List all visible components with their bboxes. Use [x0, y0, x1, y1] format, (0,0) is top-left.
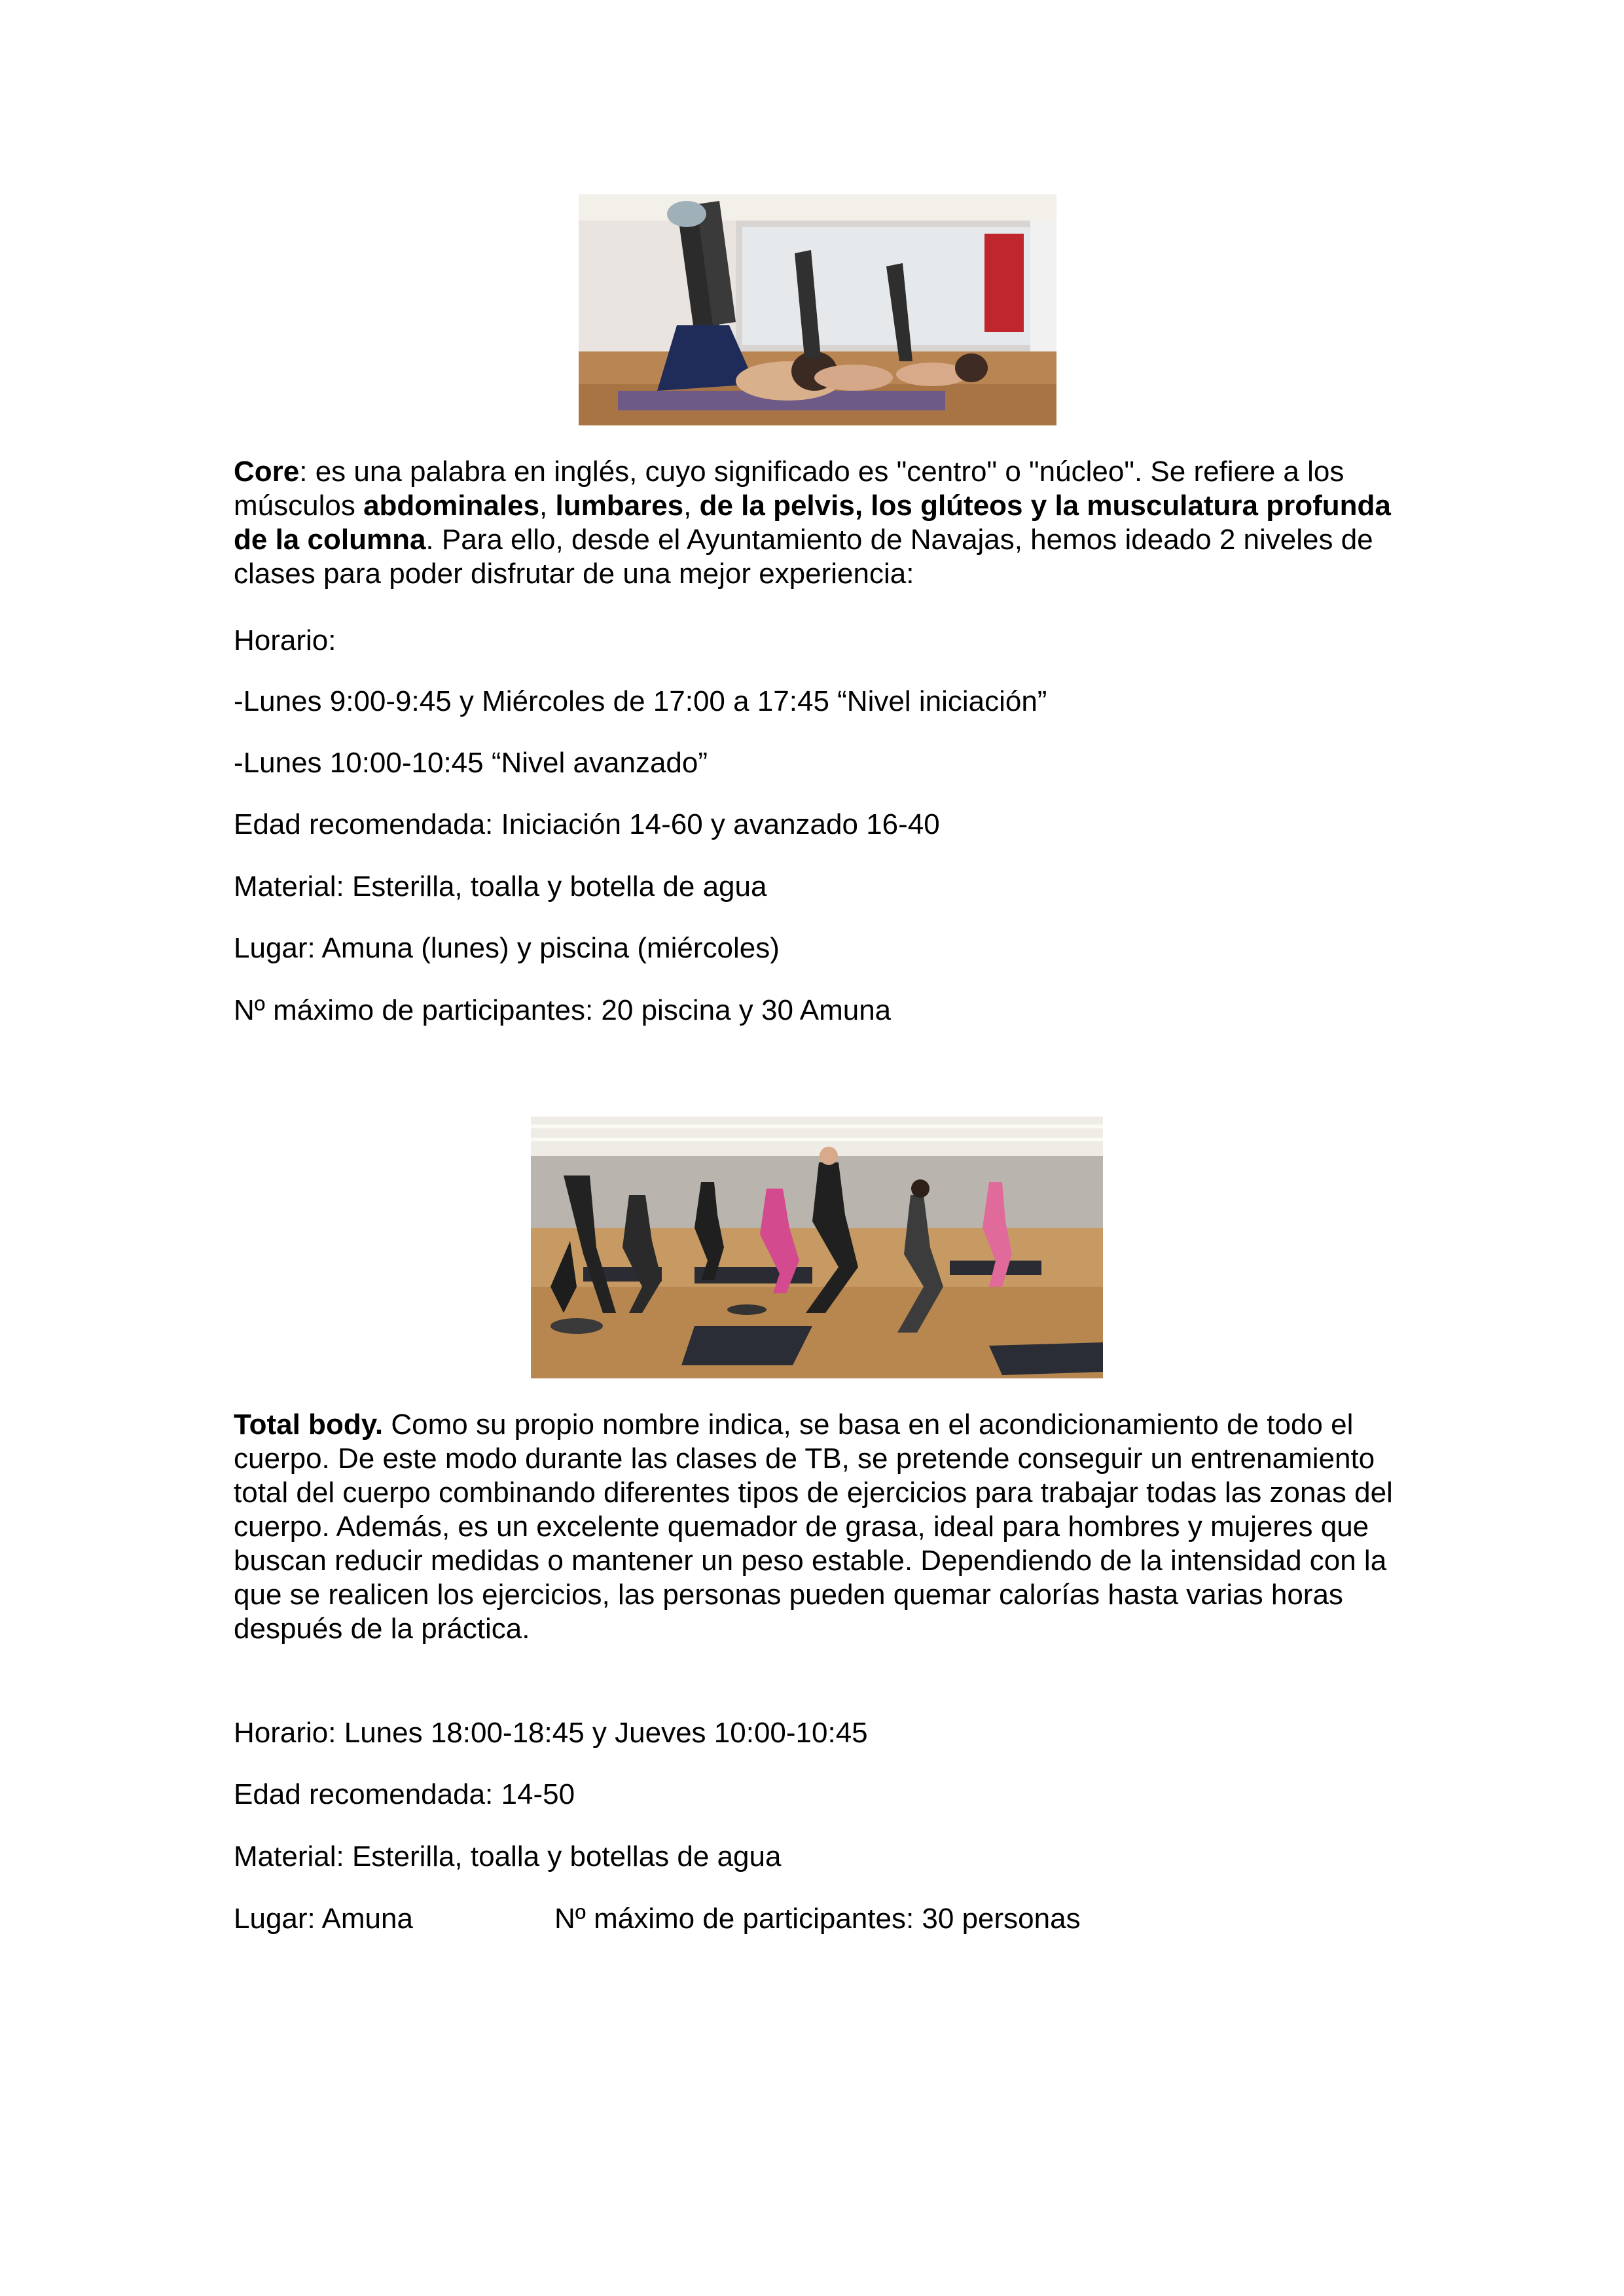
total-body-edad-recomendada: Edad recomendada: 14-50	[234, 1778, 575, 1810]
total-body-lugar: Lugar: Amuna	[234, 1903, 413, 1935]
core-schedule-iniciacion: -Lunes 9:00-9:45 y Miércoles de 17:00 a 17:45 “Nivel iniciación”	[234, 685, 1047, 717]
total-body-title: Total body.	[234, 1408, 384, 1441]
core-schedule-avanzado: -Lunes 10:00-10:45 “Nivel avanzado”	[234, 747, 708, 779]
core-material: Material: Esterilla, toalla y botella de agua	[234, 870, 767, 903]
total-body-horario: Horario: Lunes 18:00-18:45 y Jueves 10:00-10:45	[234, 1717, 868, 1749]
core-lugar: Lugar: Amuna (lunes) y piscina (miércoles)	[234, 932, 780, 964]
total-body-class-illustration	[531, 1117, 1103, 1378]
core-intro-text-1: : es una palabra en inglés, cuyo significado es "centro" o "núcleo". Se refiere a los músculos	[234, 456, 1344, 522]
core-max-participantes: Nº máximo de participantes: 20 piscina y 30 Amuna	[234, 994, 892, 1026]
core-term-abdominales: abdominales	[363, 490, 540, 522]
core-class-illustration	[579, 194, 1056, 425]
total-body-intro-paragraph	[234, 1408, 1412, 1646]
core-intro-paragraph	[234, 455, 1412, 591]
core-intro-text-2: ,	[539, 490, 556, 522]
core-intro-text-4: . Para ello, desde el Ayuntamiento de Navajas, hemos ideado 2 niveles de clases para poder disfrutar de una mejor experiencia:	[234, 524, 1373, 590]
core-title: Core	[234, 456, 300, 488]
core-term-pelvis-gluteos-columna: de la pelvis, los glúteos y la musculatura profunda de la columna	[234, 490, 1391, 556]
total-body-class-photo	[531, 1117, 1103, 1378]
core-intro-text-3: ,	[683, 490, 700, 522]
core-class-photo	[579, 194, 1056, 425]
core-term-lumbares: lumbares	[555, 490, 684, 522]
total-body-intro-text: Como su propio nombre indica, se basa en el acondicionamiento de todo el cuerpo. De este modo durante las clases de TB, se pretende conseguir un entrenamiento total del cuerpo combinando diferentes tipos de ejercicios para trabajar todas las zonas del cuerpo. Además, es un excelente quemador de grasa, ideal para hombres y mujeres que buscan reducir medidas o mantener un peso estable. Dependiendo de la intensidad con la que se realicen los ejercicios, las personas pueden quemar calorías hasta varias horas después de la práctica.	[234, 1408, 1393, 1645]
core-horario-label: Horario:	[234, 624, 336, 656]
total-body-max-participantes: Nº máximo de participantes: 30 personas	[554, 1903, 1081, 1935]
core-edad-recomendada: Edad recomendada: Iniciación 14-60 y avanzado 16-40	[234, 808, 940, 840]
total-body-material: Material: Esterilla, toalla y botellas de agua	[234, 1840, 782, 1873]
